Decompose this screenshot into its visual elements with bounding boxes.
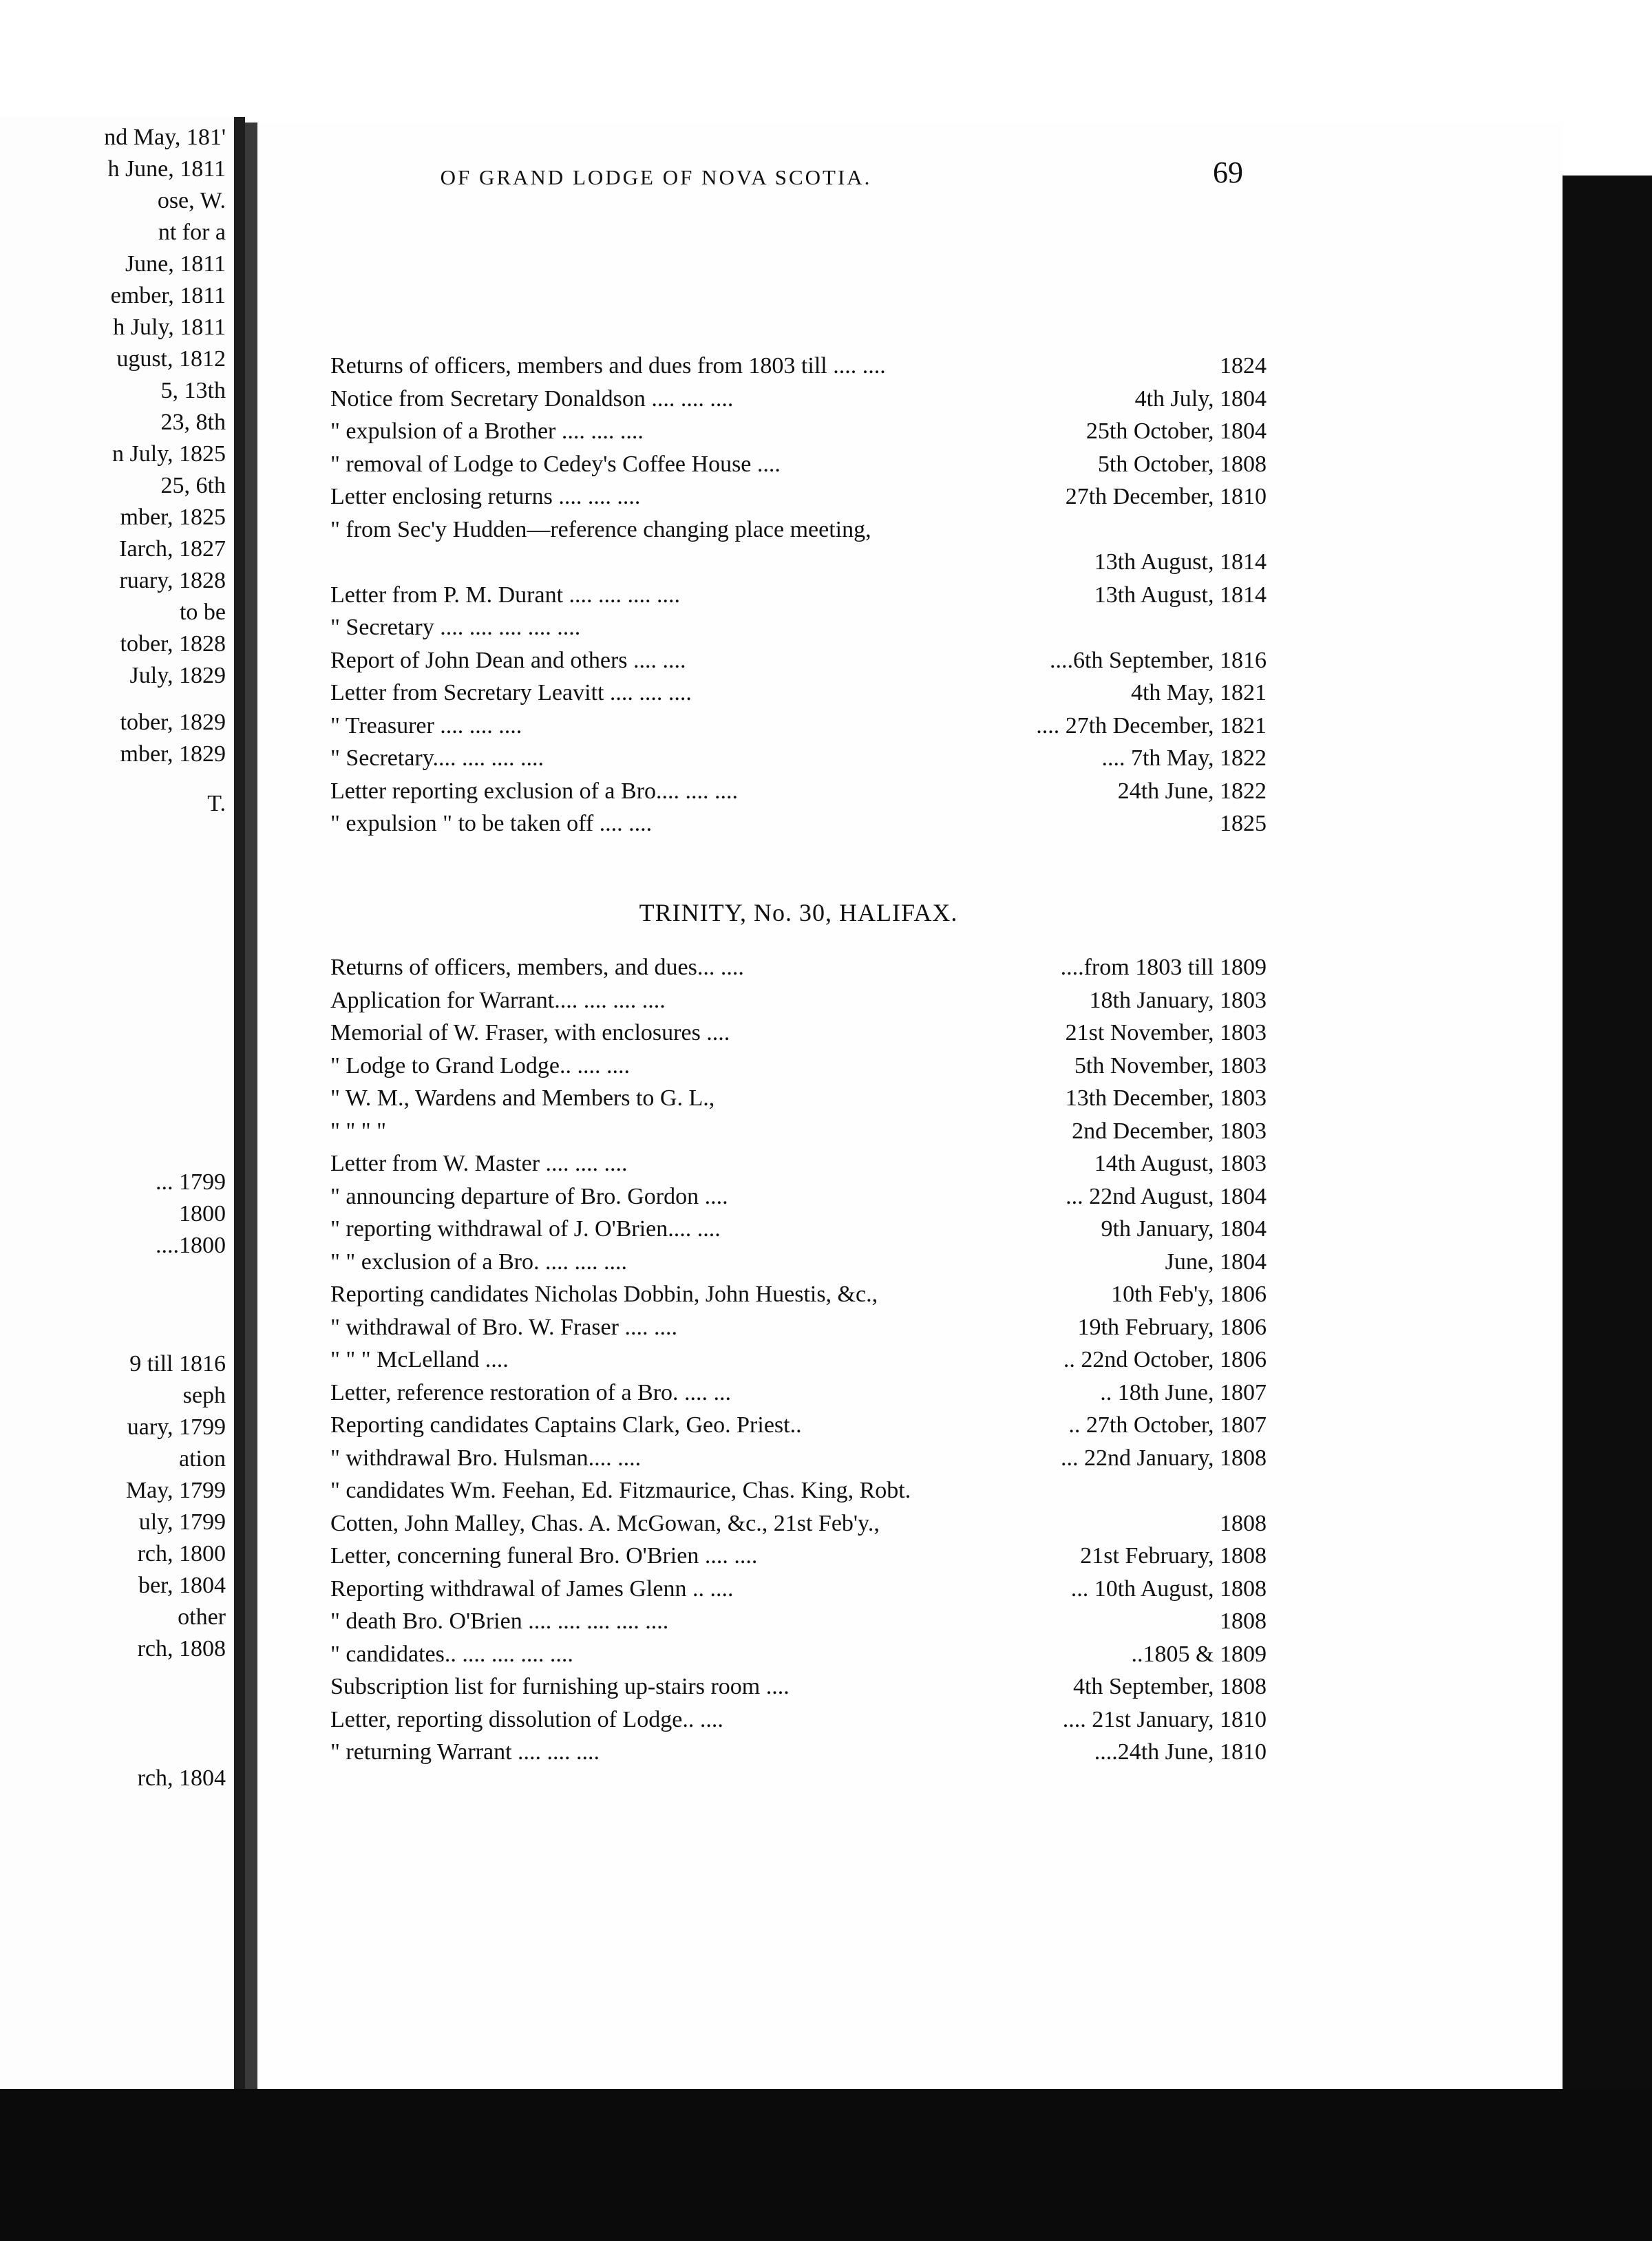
section-heading: TRINITY, No. 30, HALIFAX. [639,899,958,926]
entry-date: 1808 [1220,1608,1267,1634]
list-item [330,1246,1267,1279]
list-item [330,480,1267,513]
entry-description: Reporting candidates Captains Clark, Geo. Priest.. [330,1412,802,1438]
entry-description: Letter, reporting dissolution of Lodge.. .... [330,1706,723,1732]
list-item [330,546,1267,579]
list-item [330,1311,1267,1344]
entry-description: Memorial of W. Fraser, with enclosures .... [330,1020,730,1045]
entry-date: ..1805 & 1809 [1131,1641,1267,1667]
list-item [330,1017,1267,1050]
entry-date: 5th November, 1803 [1074,1052,1267,1079]
trinity-section-list [330,951,1267,1769]
previous-page-text-fragment: ember, 1811 [110,283,226,308]
list-item [330,1736,1267,1769]
entry-description: " death Bro. O'Brien .... .... .... .... .... [330,1608,669,1634]
list-item [330,1409,1267,1442]
entry-description: " Secretary.... .... .... .... [330,745,544,771]
previous-page-text-fragment: Iarch, 1827 [119,536,226,562]
list-item [330,1507,1267,1540]
previous-page-text-fragment: h June, 1811 [107,156,226,182]
running-head: OF GRAND LODGE OF NOVA SCOTIA. [440,165,872,189]
list-item [330,1670,1267,1703]
list-item [330,807,1267,840]
entry-description: " withdrawal Bro. Hulsman.... .... [330,1445,642,1471]
previous-page-text-fragment: ... 1799 [156,1169,226,1195]
entry-date: .. 18th June, 1807 [1100,1379,1267,1405]
entry-description: Letter, concerning funeral Bro. O'Brien .... .... [330,1543,758,1569]
list-item [330,1082,1267,1115]
entry-date: ....24th June, 1810 [1094,1739,1267,1765]
list-item [330,710,1267,743]
list-item [330,742,1267,775]
previous-page-text-fragment: other [178,1604,226,1630]
entry-date: 13th December, 1803 [1065,1085,1267,1111]
entry-description: Letter, reference restoration of a Bro. .... ... [330,1379,732,1405]
entry-date: 19th February, 1806 [1077,1314,1267,1340]
previous-page-text-fragment: July, 1829 [129,663,226,688]
book-gutter [234,117,245,2089]
entry-date: 9th January, 1804 [1101,1216,1267,1242]
entry-date: 4th May, 1821 [1130,680,1267,705]
list-item [330,579,1267,612]
entry-date: .. 27th October, 1807 [1068,1412,1267,1438]
page-number: 69 [1213,156,1243,189]
list-item [330,1377,1267,1410]
scan-right-border [1563,176,1652,2089]
previous-page-text-fragment: 1800 [179,1201,226,1226]
entry-description: Notice from Secretary Donaldson .... .... .... [330,385,734,412]
previous-page-text-fragment: ugust, 1812 [116,346,226,372]
entry-description: " Secretary .... .... .... .... .... [330,615,581,640]
entry-date: ....from 1803 till 1809 [1060,955,1267,980]
scan-top-margin [0,0,1652,117]
previous-page-text-fragment: T. [207,791,226,816]
entry-description: " W. M., Wardens and Members to G. L., [330,1085,715,1111]
list-item [330,448,1267,481]
previous-page-text-fragment: ose, W. [157,188,226,213]
previous-page-text-fragment: ....1800 [156,1233,226,1258]
entry-date: 25th October, 1804 [1086,418,1267,444]
entry-description: Letter reporting exclusion of a Bro.... .... .... [330,778,739,804]
previous-page-text-fragment: mber, 1829 [120,741,226,767]
entry-date: 13th August, 1814 [1094,582,1267,608]
entry-description: " " " " [330,1118,387,1144]
previous-page-text-fragment: rch, 1800 [137,1541,226,1566]
entry-description: Report of John Dean and others .... .... [330,647,686,673]
entry-description: Application for Warrant.... .... .... .... [330,987,666,1013]
entry-date: 18th January, 1803 [1089,987,1267,1013]
list-item [330,383,1267,416]
scan-bottom-border [0,2089,1652,2241]
entry-date: .... 27th December, 1821 [1036,712,1267,739]
previous-page-text-fragment: ber, 1804 [138,1573,226,1598]
entry-description: Returns of officers, members and dues from 1803 till .... .... [330,353,886,379]
entry-date: 13th August, 1814 [1094,549,1267,575]
entry-description: Letter from Secretary Leavitt .... .... .... [330,680,692,705]
entry-date: 1808 [1220,1510,1267,1536]
previous-page-text-fragment: 5, 13th [160,378,226,403]
entry-description: " reporting withdrawal of J. O'Brien.... .... [330,1216,721,1242]
previous-page-text-fragment: uly, 1799 [138,1509,226,1535]
previous-page-text-fragment: nt for a [158,220,226,245]
list-item [330,1474,1267,1507]
list-item [330,611,1267,644]
entry-description: " Lodge to Grand Lodge.. .... .... [330,1052,631,1079]
list-item [330,1180,1267,1213]
previous-page-text-fragment: 9 till 1816 [129,1351,226,1377]
entry-description: Subscription list for furnishing up-stairs room .... [330,1674,790,1699]
entry-date: 10th Feb'y, 1806 [1111,1282,1267,1307]
entry-date: June, 1804 [1165,1249,1267,1275]
previous-page-text-fragment: rch, 1804 [137,1765,226,1791]
previous-page-text-fragment: tober, 1829 [120,710,226,735]
previous-page-text-fragment: nd May, 181' [104,125,226,150]
list-item [330,1147,1267,1180]
list-item [330,1638,1267,1671]
entry-date: 21st November, 1803 [1065,1020,1267,1045]
list-item [330,644,1267,677]
first-section-list [330,350,1267,840]
entry-description: " removal of Lodge to Cedey's Coffee House .... [330,451,781,477]
entry-description: " expulsion of a Brother .... .... .... [330,418,644,444]
list-item [330,1605,1267,1638]
entry-description: Letter from P. M. Durant .... .... .... .... [330,582,681,608]
list-item [330,1050,1267,1083]
entry-date: ... 22nd January, 1808 [1060,1445,1267,1471]
entry-date: .... 21st January, 1810 [1062,1706,1267,1732]
list-item [330,1115,1267,1148]
previous-page-text-fragment: 23, 8th [160,410,226,435]
previous-page-text-fragment: h July, 1811 [113,315,226,340]
list-item [330,677,1267,710]
list-item [330,350,1267,383]
entry-description: " Treasurer .... .... .... [330,712,522,739]
previous-page-text-fragment: tober, 1828 [120,631,226,657]
previous-page-text-fragment: n July, 1825 [112,441,226,467]
entry-date: 5th October, 1808 [1097,451,1267,477]
entry-date: ... 22nd August, 1804 [1066,1183,1267,1209]
previous-page-strip [0,117,234,2089]
list-item [330,1213,1267,1246]
entry-description: " returning Warrant .... .... .... [330,1739,600,1765]
entry-description: Reporting withdrawal of James Glenn .. .... [330,1575,734,1602]
entry-date: 4th July, 1804 [1134,385,1267,412]
entry-date: 21st February, 1808 [1080,1543,1267,1569]
list-item [330,1278,1267,1311]
entry-date: 2nd December, 1803 [1072,1118,1267,1144]
previous-page-text-fragment: to be [179,599,226,625]
entry-date: .... 7th May, 1822 [1101,745,1267,771]
entry-date: 1825 [1220,811,1267,836]
entry-date: 24th June, 1822 [1117,778,1267,804]
entry-description: Letter from W. Master .... .... .... [330,1151,628,1176]
previous-page-text-fragment: uary, 1799 [127,1414,226,1440]
entry-date: 4th September, 1808 [1073,1674,1267,1699]
previous-page-text-fragment: ruary, 1828 [119,568,226,593]
entry-description: " " exclusion of a Bro. .... .... .... [330,1249,627,1275]
previous-page-text-fragment: rch, 1808 [137,1636,226,1661]
previous-page-text-fragment: ation [179,1446,226,1472]
entry-date: ... 10th August, 1808 [1070,1575,1267,1602]
list-item [330,1540,1267,1573]
list-item [330,1442,1267,1475]
entry-description: Cotten, John Malley, Chas. A. McGowan, &c., 21st Feb'y., [330,1510,880,1536]
list-item [330,951,1267,984]
entry-date: 1824 [1220,353,1267,379]
entry-date: 14th August, 1803 [1094,1151,1267,1176]
entry-description: Returns of officers, members, and dues... .... [330,955,744,980]
list-item [330,415,1267,448]
previous-page-text-fragment: 25, 6th [160,473,226,498]
entry-description: " announcing departure of Bro. Gordon .... [330,1183,728,1209]
entry-description: " candidates Wm. Feehan, Ed. Fitzmaurice, Chas. King, Robt. [330,1478,911,1503]
list-item [330,984,1267,1017]
previous-page-text-fragment: mber, 1825 [120,505,226,530]
entry-description: Letter enclosing returns .... .... .... [330,484,641,509]
list-item [330,1573,1267,1606]
previous-page-text-fragment: seph [182,1383,226,1408]
entry-description: Reporting candidates Nicholas Dobbin, John Huestis, &c., [330,1282,878,1307]
entry-description: " expulsion " to be taken off .... .... [330,811,653,836]
entry-description: " candidates.. .... .... .... .... [330,1641,573,1667]
entry-date: 27th December, 1810 [1065,484,1267,509]
entry-description: " withdrawal of Bro. W. Fraser .... .... [330,1314,677,1340]
entry-description: " " " McLelland .... [330,1347,509,1372]
entry-date: ....6th September, 1816 [1050,647,1267,673]
list-item [330,775,1267,808]
list-item [330,513,1267,546]
previous-page-text-fragment: May, 1799 [125,1478,226,1503]
previous-page-text-fragment: June, 1811 [125,251,226,277]
entry-description: " from Sec'y Hudden—reference changing place meeting, [330,516,871,542]
list-item [330,1343,1267,1377]
list-item [330,1703,1267,1736]
page-spine-shadow [245,123,257,2089]
entry-date: .. 22nd October, 1806 [1063,1347,1267,1372]
